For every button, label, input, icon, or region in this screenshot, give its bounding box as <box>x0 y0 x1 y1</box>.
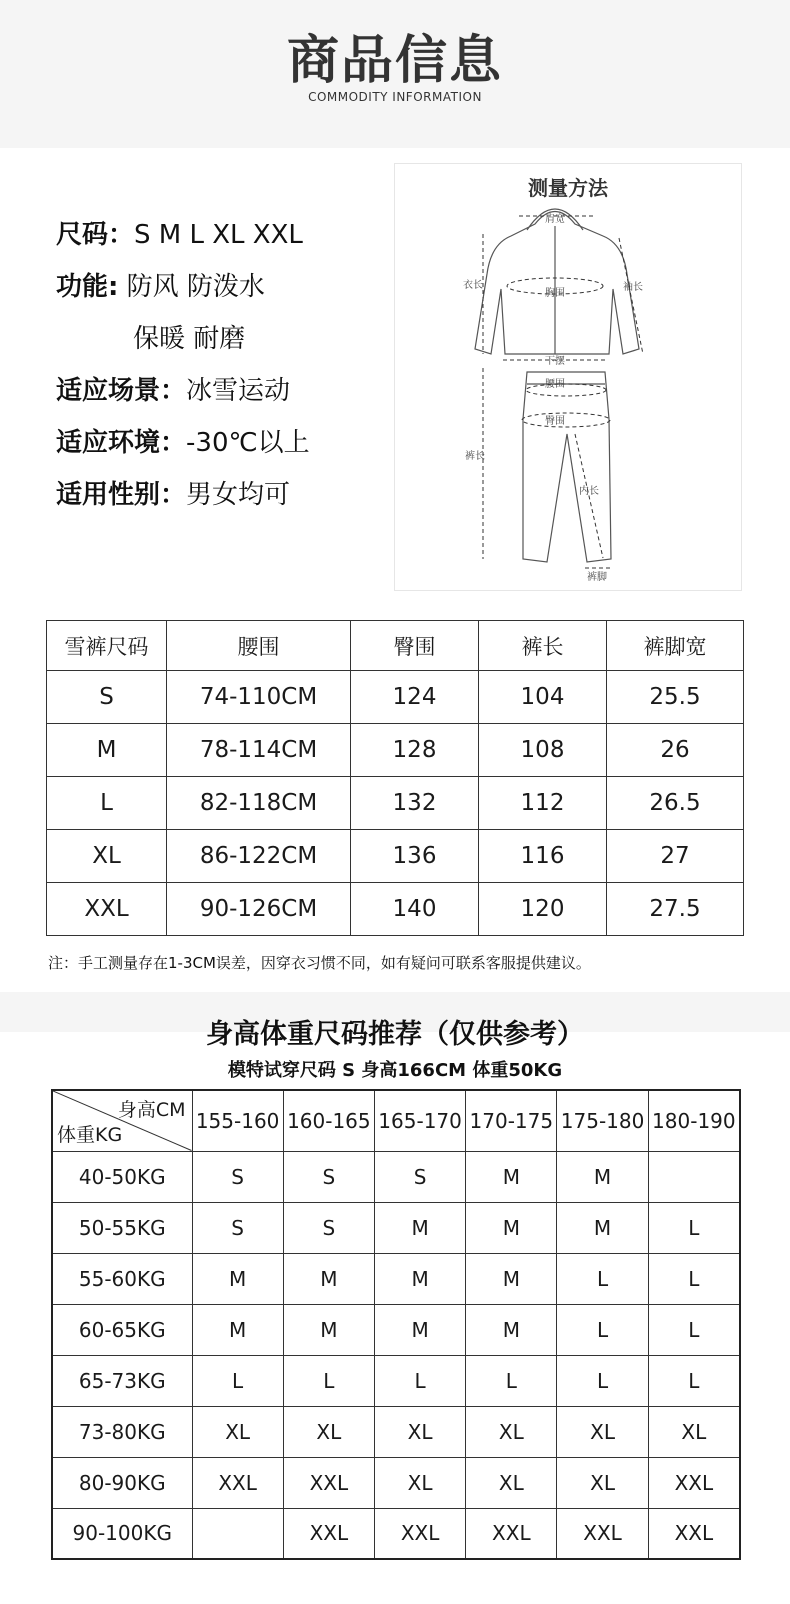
table-row <box>47 724 744 777</box>
size-cell: L <box>466 1355 557 1406</box>
pants-table-header-row <box>47 621 744 671</box>
pants-waist-cell: 78-114CM <box>167 724 351 777</box>
size-cell: M <box>557 1202 648 1253</box>
pants-hip-cell: 124 <box>351 671 479 724</box>
size-cell: XXL <box>648 1457 740 1508</box>
size-cell: L <box>192 1355 283 1406</box>
pants-length-cell: 120 <box>479 883 607 936</box>
pants-size-cell: XXL <box>47 883 167 936</box>
table-row <box>52 1151 740 1202</box>
table-row <box>52 1457 740 1508</box>
pants-header-hip: 臀围 <box>351 621 479 671</box>
size-cell <box>192 1508 283 1559</box>
size-cell: S <box>283 1151 374 1202</box>
label-length: 衣长 <box>463 280 483 291</box>
pants-size-cell: M <box>47 724 167 777</box>
pants-size-cell: L <box>47 777 167 830</box>
pants-leg-opening-cell: 27.5 <box>607 883 744 936</box>
pants-length-cell: 108 <box>479 724 607 777</box>
weight-cell: 90-100KG <box>52 1508 192 1559</box>
size-cell: XXL <box>557 1508 648 1559</box>
pants-size-cell: XL <box>47 830 167 883</box>
label-sleeve: 袖长 <box>623 282 643 293</box>
info-gender-key: 适用性别： <box>56 480 187 510</box>
size-cell: XXL <box>283 1457 374 1508</box>
label-hip: 臀围 <box>545 416 565 427</box>
size-cell: S <box>283 1202 374 1253</box>
label-inseam: 内长 <box>579 486 599 497</box>
pants-hip-cell: 140 <box>351 883 479 936</box>
measurement-title: 测量方法 <box>528 176 608 200</box>
info-function-line2 <box>133 318 245 355</box>
info-gender <box>56 474 290 511</box>
info-size <box>56 214 303 251</box>
pants-header-size: 雪裤尺码 <box>47 621 167 671</box>
size-recommendation-table <box>51 1089 741 1560</box>
info-function <box>56 266 265 303</box>
table-row <box>47 671 744 724</box>
size-cell: XL <box>374 1406 465 1457</box>
pants-leg-opening-cell: 27 <box>607 830 744 883</box>
info-function-value-1: 防风 防泼水 <box>126 272 265 302</box>
height-header: 175-180 <box>557 1090 648 1151</box>
pants-leg-opening-cell: 26 <box>607 724 744 777</box>
height-header: 180-190 <box>648 1090 740 1151</box>
height-header: 170-175 <box>466 1090 557 1151</box>
size-cell: S <box>374 1151 465 1202</box>
size-cell: XL <box>466 1457 557 1508</box>
size-cell: M <box>466 1253 557 1304</box>
size-cell: L <box>374 1355 465 1406</box>
label-chest: 胸围 <box>545 288 565 299</box>
pants-size-table <box>46 620 744 936</box>
page-title: 商品信息 <box>286 31 503 91</box>
model-info: 模特试穿尺码 S 身高166CM 体重50KG <box>227 1060 563 1081</box>
info-gender-value: 男女均可 <box>186 480 291 510</box>
table-row <box>52 1355 740 1406</box>
pants-outline <box>523 372 611 562</box>
corner-weight-label: 体重KG <box>57 1123 123 1146</box>
weight-cell: 73-80KG <box>52 1406 192 1457</box>
pants-hip-cell: 136 <box>351 830 479 883</box>
size-cell: M <box>374 1253 465 1304</box>
weight-cell: 65-73KG <box>52 1355 192 1406</box>
size-cell: XL <box>557 1457 648 1508</box>
size-cell: L <box>557 1253 648 1304</box>
size-cell: L <box>648 1355 740 1406</box>
info-scene-value: 冰雪运动 <box>186 376 291 406</box>
size-cell: M <box>557 1151 648 1202</box>
pants-hip-cell: 132 <box>351 777 479 830</box>
measurement-diagram <box>394 163 742 591</box>
size-cell: L <box>557 1304 648 1355</box>
label-pant-length: 裤长 <box>465 451 485 462</box>
size-cell: XL <box>648 1406 740 1457</box>
info-scene <box>56 370 290 407</box>
size-cell: XL <box>466 1406 557 1457</box>
info-environment-value: -30℃以上 <box>186 428 310 458</box>
info-scene-key: 适应场景： <box>56 376 187 406</box>
size-cell: L <box>648 1304 740 1355</box>
label-waist: 腰围 <box>545 379 565 390</box>
height-header: 155-160 <box>192 1090 283 1151</box>
size-cell: XXL <box>374 1508 465 1559</box>
info-size-value: S M L XL XXL <box>134 220 303 250</box>
weight-cell: 40-50KG <box>52 1151 192 1202</box>
pants-header-length: 裤长 <box>479 621 607 671</box>
height-header: 165-170 <box>374 1090 465 1151</box>
size-cell: M <box>466 1151 557 1202</box>
info-environment-key: 适应环境： <box>56 428 187 458</box>
size-cell: L <box>283 1355 374 1406</box>
pants-hip-cell: 128 <box>351 724 479 777</box>
pants-leg-opening-cell: 26.5 <box>607 777 744 830</box>
weight-cell: 50-55KG <box>52 1202 192 1253</box>
pants-leg-opening-cell: 25.5 <box>607 671 744 724</box>
table-row <box>52 1508 740 1559</box>
size-cell: M <box>192 1253 283 1304</box>
size-cell: L <box>648 1253 740 1304</box>
pants-waist-cell: 82-118CM <box>167 777 351 830</box>
info-environment <box>56 422 310 459</box>
size-cell: XXL <box>192 1457 283 1508</box>
label-shoulder: 肩宽 <box>545 214 565 225</box>
height-header: 160-165 <box>283 1090 374 1151</box>
pants-header-leg-opening: 裤脚宽 <box>607 621 744 671</box>
table-row <box>52 1253 740 1304</box>
pants-size-cell: S <box>47 671 167 724</box>
pants-length-cell: 116 <box>479 830 607 883</box>
size-cell: XL <box>374 1457 465 1508</box>
size-cell: XXL <box>283 1508 374 1559</box>
page-subtitle: COMMODITY INFORMATION <box>308 90 482 104</box>
table-row <box>52 1202 740 1253</box>
size-cell: XL <box>557 1406 648 1457</box>
corner-cell <box>52 1090 192 1151</box>
table-row <box>47 830 744 883</box>
label-leg-opening: 裤脚 <box>587 572 607 583</box>
info-size-key: 尺码： <box>56 220 135 250</box>
recommend-title: 身高体重尺码推荐（仅供参考） <box>206 1019 584 1050</box>
size-cell: S <box>192 1151 283 1202</box>
pants-waist-cell: 86-122CM <box>167 830 351 883</box>
table-row <box>47 777 744 830</box>
size-table-header-row <box>52 1090 740 1151</box>
pants-waist-cell: 90-126CM <box>167 883 351 936</box>
size-cell: M <box>466 1202 557 1253</box>
size-cell: S <box>192 1202 283 1253</box>
label-hem: 下摆 <box>545 356 565 367</box>
size-cell: M <box>466 1304 557 1355</box>
measurement-note: 注：手工测量存在1-3CM误差，因穿衣习惯不同，如有疑问可联系客服提供建议。 <box>48 954 591 972</box>
garment-illustration <box>395 164 743 592</box>
size-cell: M <box>374 1202 465 1253</box>
corner-height-label: 身高CM <box>117 1099 186 1121</box>
size-cell: M <box>283 1304 374 1355</box>
size-cell: L <box>557 1355 648 1406</box>
weight-cell: 55-60KG <box>52 1253 192 1304</box>
size-cell: M <box>374 1304 465 1355</box>
pants-length-cell: 112 <box>479 777 607 830</box>
pants-waist-cell: 74-110CM <box>167 671 351 724</box>
pants-header-waist: 腰围 <box>167 621 351 671</box>
info-function-key: 功能: <box>56 272 119 302</box>
weight-cell: 80-90KG <box>52 1457 192 1508</box>
header-section <box>0 0 790 148</box>
jacket-outline <box>475 212 639 355</box>
weight-cell: 60-65KG <box>52 1304 192 1355</box>
info-function-value-2: 保暖 耐磨 <box>133 324 246 354</box>
size-cell: M <box>283 1253 374 1304</box>
table-row <box>52 1304 740 1355</box>
size-cell <box>648 1151 740 1202</box>
size-cell: M <box>192 1304 283 1355</box>
size-cell: XXL <box>466 1508 557 1559</box>
size-cell: XL <box>283 1406 374 1457</box>
pants-length-cell: 104 <box>479 671 607 724</box>
size-cell: L <box>648 1202 740 1253</box>
size-cell: XL <box>192 1406 283 1457</box>
table-row <box>47 883 744 936</box>
size-cell: XXL <box>648 1508 740 1559</box>
table-row <box>52 1406 740 1457</box>
